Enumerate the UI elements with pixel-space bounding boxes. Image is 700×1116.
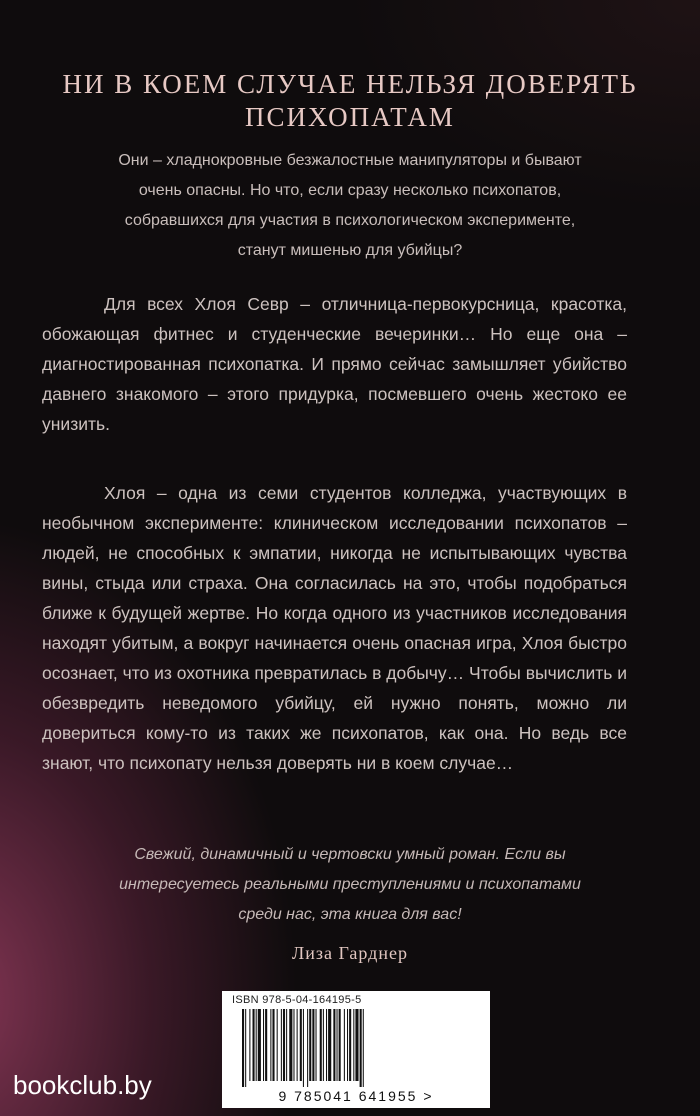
watermark-site: bookclub.by [13,1070,152,1100]
quote-author: Лиза Гарднер [292,943,408,963]
intro-line-3: собравшихся для участия в психологическом эксперименте, [124,212,576,229]
quote-line-2: интересуетесь реальными преступлениями и психопатами [119,876,581,893]
isbn-label: ISBN 978-5-04-164195-5 [232,994,362,1006]
headline-line-2: ПСИХОПАТАМ [245,102,455,132]
barcode-panel [222,991,490,1108]
headline-line-1: НИ В КОЕМ СЛУЧАЕ НЕЛЬЗЯ ДОВЕРЯТЬ [62,69,638,99]
paragraph-2: Хлоя – одна из семи студентов колледжа, участвующих в необычном эксперименте: клиническом исследовании психопатов – людей, не способных к эмпатии, никогда не испытывающих чувства вины, стыда или страха. Она согласилась на это, чтобы подобраться ближе к будущей жертве. Но когда одного из участников исследования находят убитым, а вокруг начинается очень опасная игра, Хлоя быстро осознает, что из охотника превратилась в добычу… Чтобы вычислить и обезвредить неведомого убийцу, ей нужно понять, можно ли довериться кому-то из таких же психопатов, как она. Но ведь все знают, что психопату нельзя доверять ни в коем случае… [42,483,627,773]
quote-line-1: Свежий, динамичный и чертовски умный роман. Если вы [134,846,566,863]
intro-line-2: очень опасны. Но что, если сразу несколько психопатов, [138,182,562,199]
barcode-digits: 9 785041 641955 > [278,1088,434,1104]
intro-line-1: Они – хладнокровные безжалостные манипуляторы и бывают [118,152,582,169]
paragraph-1: Для всех Хлоя Севр – отличница-первокурсница, красотка, обожающая фитнес и студенческие вечеринки… Но еще она – диагностированная психопатка. И прямо сейчас замышляет убийство давнего знакомого – этого придурка, посмевшего очень жестоко ее унизить. [42,294,627,434]
quote-line-3: среди нас, эта книга для вас! [238,906,462,923]
barcode-icon [242,1009,470,1087]
intro-line-4: станут мишенью для убийцы? [237,242,463,259]
